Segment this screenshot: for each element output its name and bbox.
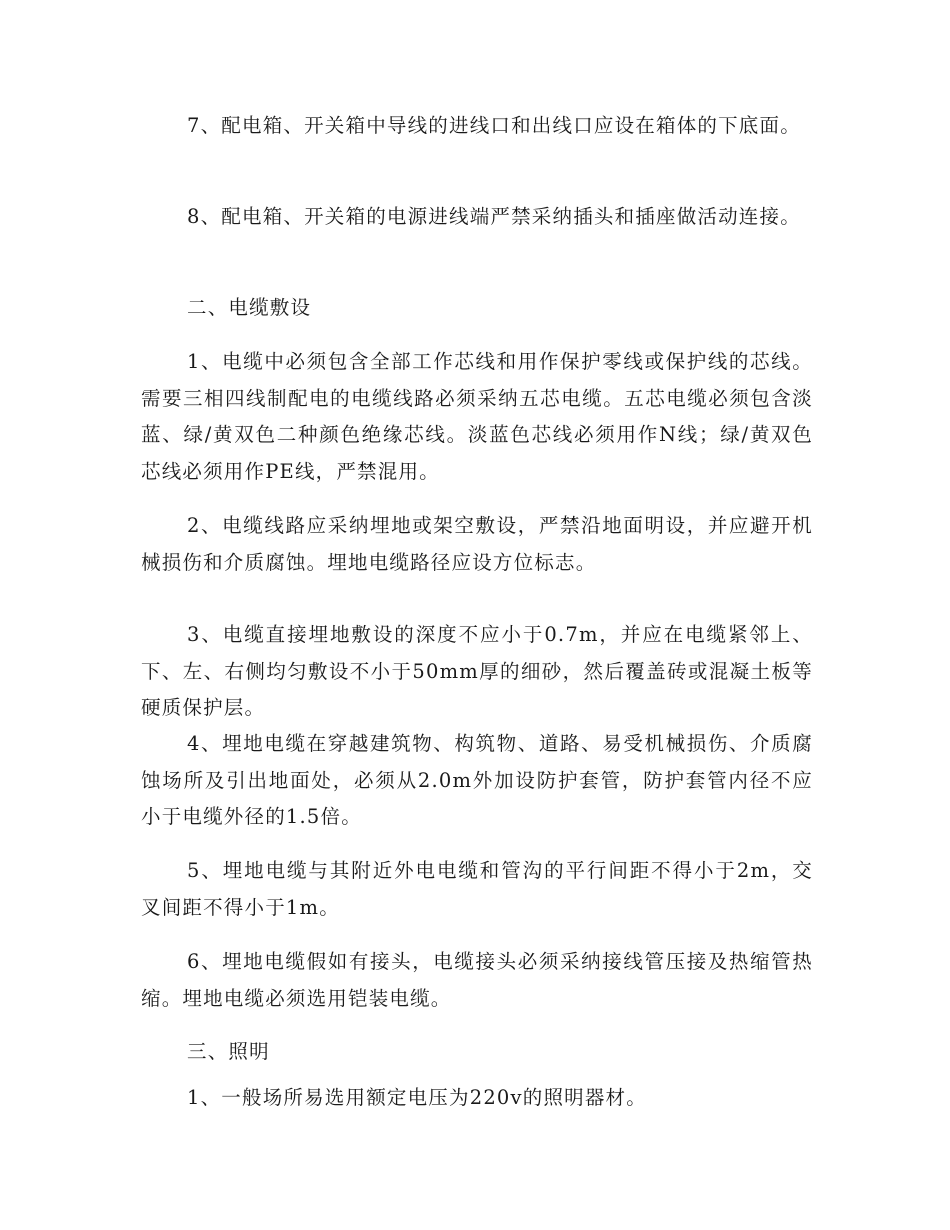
section-heading-cable-laying: 二、电缆敷设 [187,296,312,319]
paragraph-lighting-1: 1、一般场所易选用额定电压为220v的照明器材。 [187,1086,647,1109]
paragraph-cable-2: 2、电缆线路应采纳埋地或架空敷设，严禁沿地面明设，并应避开机械损伤和介质腐蚀。埋地电缆路径应设方位标志。 [141,514,813,574]
paragraph-item-7: 7、配电箱、开关箱中导线的进线口和出线口应设在箱体的下底面。 [187,114,801,137]
section-heading-lighting: 三、照明 [187,1040,270,1063]
paragraph-cable-3: 3、电缆直接埋地敷设的深度不应小于0.7m，并应在电缆紧邻上、下、左、右侧均匀敷设不小于50mm厚的细砂，然后覆盖砖或混凝土板等硬质保护层。 [141,623,813,719]
paragraph-cable-1: 1、电缆中必须包含全部工作芯线和用作保护零线或保护线的芯线。需要三相四线制配电的电缆线路必须采纳五芯电缆。五芯电缆必须包含淡蓝、绿/黄双色二种颜色绝缘芯线。淡蓝色芯线必须用作N线；绿/黄双色芯线必须用作PE线，严禁混用。 [141,350,813,483]
paragraph-cable-5: 5、埋地电缆与其附近外电电缆和管沟的平行间距不得小于2m，交叉间距不得小于1m。 [141,859,813,919]
paragraph-cable-4: 4、埋地电缆在穿越建筑物、构筑物、道路、易受机械损伤、介质腐蚀场所及引出地面处，必须从2.0m外加设防护套管，防护套管内径不应小于电缆外径的1.5倍。 [141,732,813,828]
paragraph-cable-6: 6、埋地电缆假如有接头，电缆接头必须采纳接线管压接及热缩管热缩。埋地电缆必须选用铠装电缆。 [141,950,813,1010]
paragraph-item-8: 8、配电箱、开关箱的电源进线端严禁采纳插头和插座做活动连接。 [187,205,801,228]
